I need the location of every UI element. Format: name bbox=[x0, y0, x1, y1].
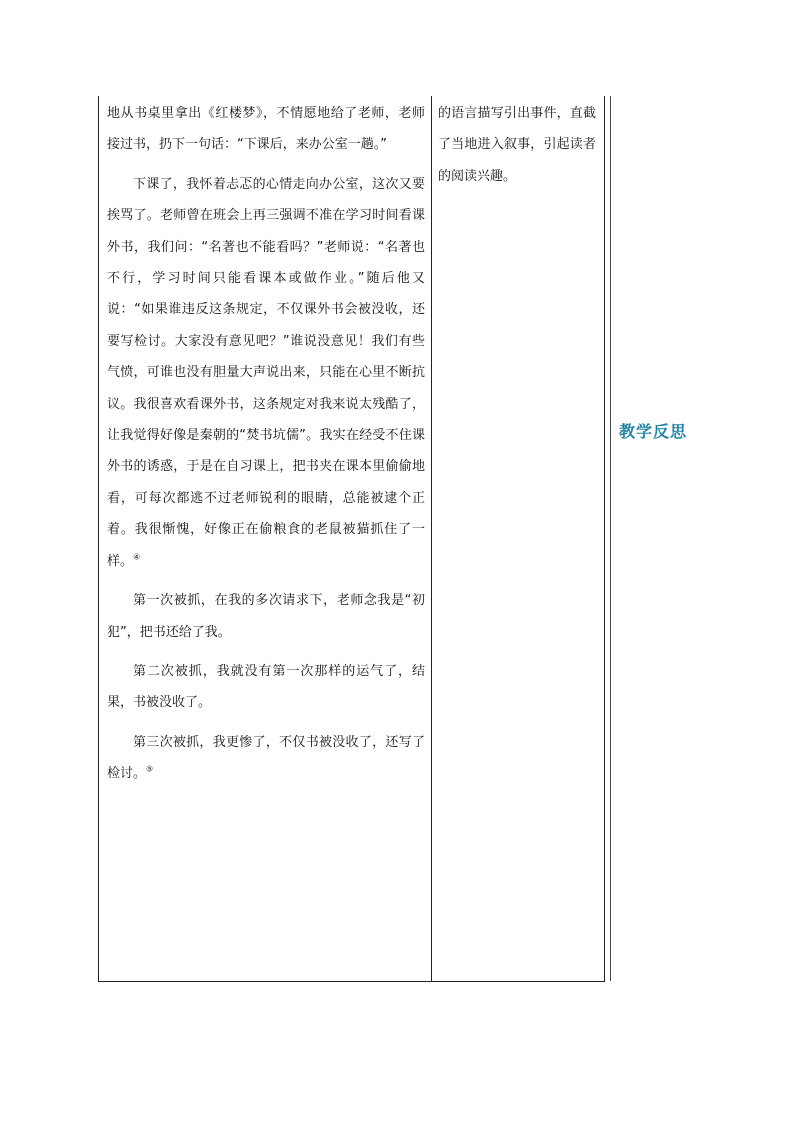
teaching-reflection-label: 教学反思 bbox=[619, 422, 688, 441]
essay-paragraph-1: 地从书桌里拿出《红楼梦》，不情愿地给了老师，老师接过书，扔下一句话：“下课后，来办公室一趟。” bbox=[107, 106, 425, 153]
comment-column bbox=[438, 98, 596, 192]
essay-paragraph-5: 第三次被抓，我更惨了，不仅书被没收了，还写了检讨。⑤ bbox=[107, 734, 425, 782]
footnote-marker-5: ⑤ bbox=[146, 764, 154, 774]
essay-column bbox=[107, 98, 425, 790]
comment-text: 的语言描写引出事件，直截了当地进入叙事，引起读者的阅读兴趣。 bbox=[438, 106, 596, 184]
essay-paragraph-2: 下课了，我怀着忐忑的心情走向办公室，这次又要挨骂了。老师曾在班会上再三强调不准在学习时间看课外书，我们问：“名著也不能看吗？”老师说：“名著也不行，学习时间只能看课本或做作业。”随后他又说：“如果谁违反这条规定，不仅课外书会被没收，还要写检讨。大家没有意见吧？”谁说没意见！我们有些气愤，可谁也没有胆量大声说出来，只能在心里不断抗议。我很喜欢看课外书，这条规定对我来说太残酷了，让我觉得好像是秦朝的“焚书坑儒”。我实在经受不住课外书的诱惑，于是在自习课上，把书夹在课本里偷偷地看，可每次都逃不过老师锐利的眼睛，总能被逮个正着。我很惭愧，好像正在偷粮食的老鼠被猫抓住了一样。④ bbox=[107, 176, 425, 569]
column-divider bbox=[431, 96, 432, 981]
essay-paragraph-4: 第二次被抓，我就没有第一次那样的运气了，结果，书被没收了。 bbox=[107, 663, 425, 711]
essay-paragraph-3: 第一次被抓，在我的多次请求下，老师念我是“初犯”，把书还给了我。 bbox=[107, 593, 425, 640]
outer-rule bbox=[610, 96, 611, 981]
footnote-marker-4: ④ bbox=[133, 552, 141, 562]
